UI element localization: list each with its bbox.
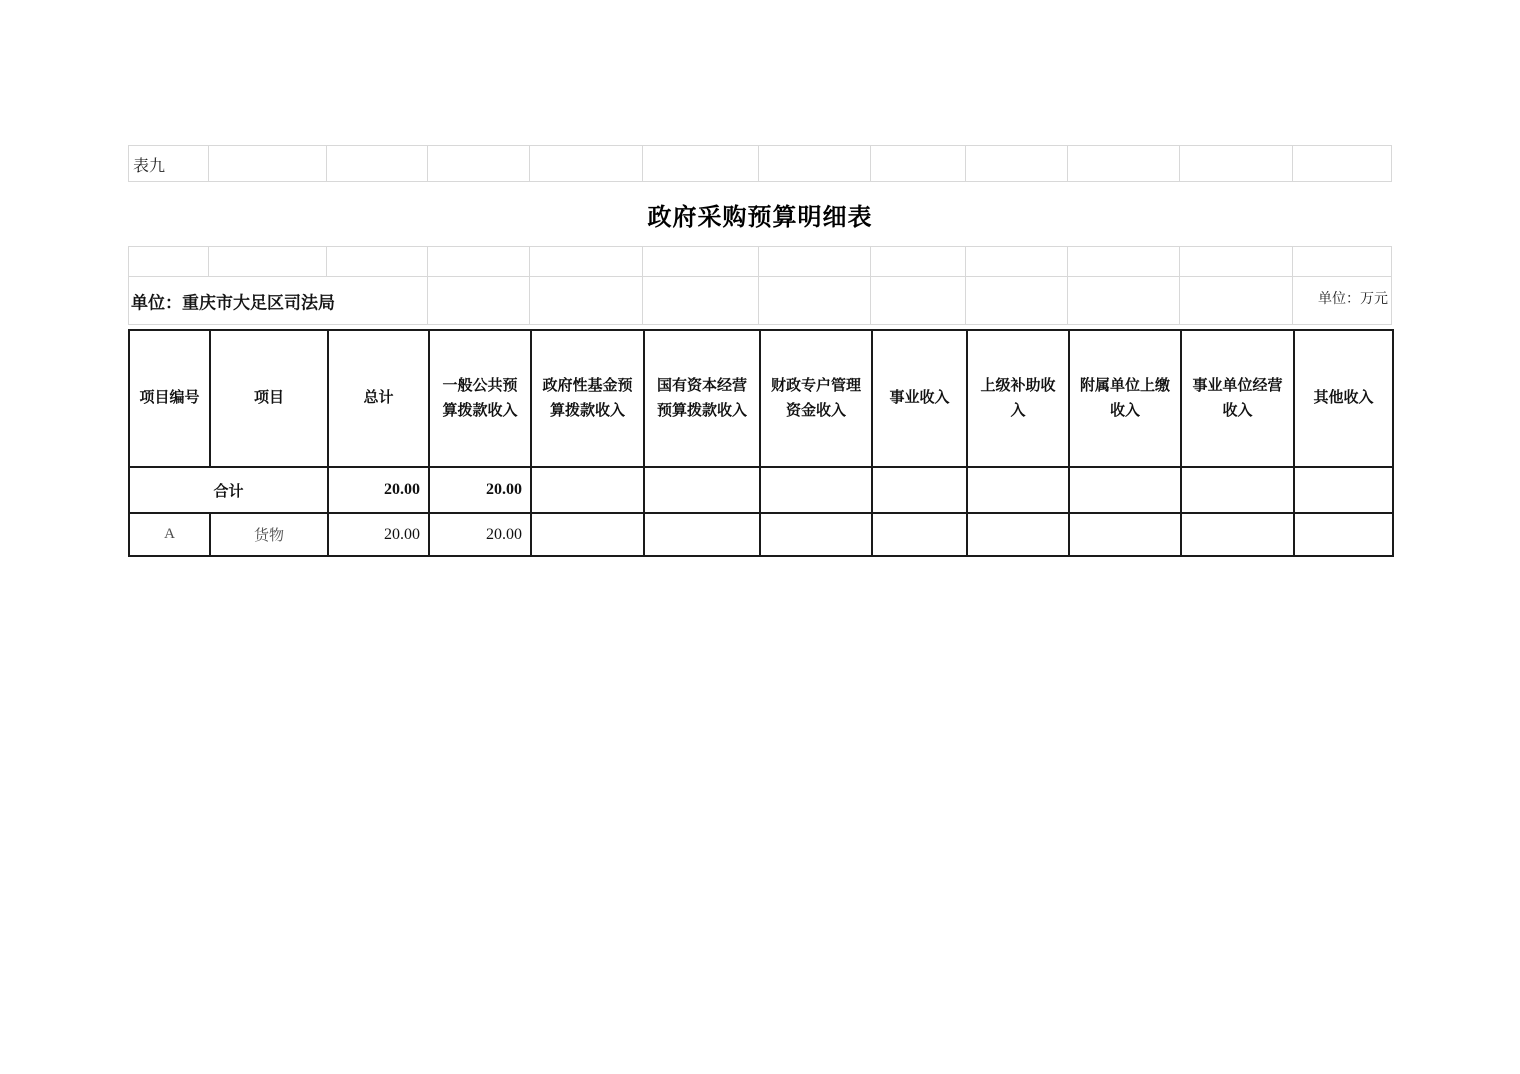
top-gridlines	[128, 145, 1392, 325]
total-row-label: 合计	[129, 467, 328, 513]
row-general-public-budget: 20.00	[429, 513, 531, 556]
unit-scale-label: 单位：万元	[1318, 292, 1388, 308]
col-header-gov-fund-budget: 政府性基金预算拨款收入	[531, 330, 644, 467]
table-row	[129, 513, 1393, 556]
col-header-project: 项目	[210, 330, 328, 467]
empty-row	[128, 247, 1392, 277]
title-row	[128, 182, 1392, 247]
col-header-project-code: 项目编号	[129, 330, 210, 467]
budget-table	[128, 329, 1394, 557]
total-grand-total: 20.00	[328, 467, 429, 513]
sheet-number-label: 表九	[133, 158, 166, 175]
col-header-other-income: 其他收入	[1294, 330, 1393, 467]
unit-row	[128, 277, 1392, 325]
col-header-operational-income: 事业收入	[872, 330, 967, 467]
col-header-affiliate-remittance: 附属单位上缴收入	[1069, 330, 1181, 467]
unit-name-label: 单位：重庆市大足区司法局	[131, 288, 335, 313]
total-row	[129, 467, 1393, 513]
col-header-institution-operating-income: 事业单位经营收入	[1181, 330, 1294, 467]
row-grand-total: 20.00	[328, 513, 429, 556]
row-project-code: A	[129, 513, 210, 556]
col-header-general-public-budget: 一般公共预算拨款收入	[429, 330, 531, 467]
row-project-name: 货物	[210, 513, 328, 556]
col-header-grand-total: 总计	[328, 330, 429, 467]
page-title: 政府采购预算明细表	[647, 204, 873, 231]
col-header-state-capital-budget: 国有资本经营预算拨款收入	[644, 330, 760, 467]
sheet-label-row	[128, 145, 1392, 182]
col-header-superior-subsidy: 上级补助收入	[967, 330, 1069, 467]
col-header-fiscal-account-funds: 财政专户管理资金收入	[760, 330, 872, 467]
header-row	[129, 330, 1393, 467]
total-general-public-budget: 20.00	[429, 467, 531, 513]
